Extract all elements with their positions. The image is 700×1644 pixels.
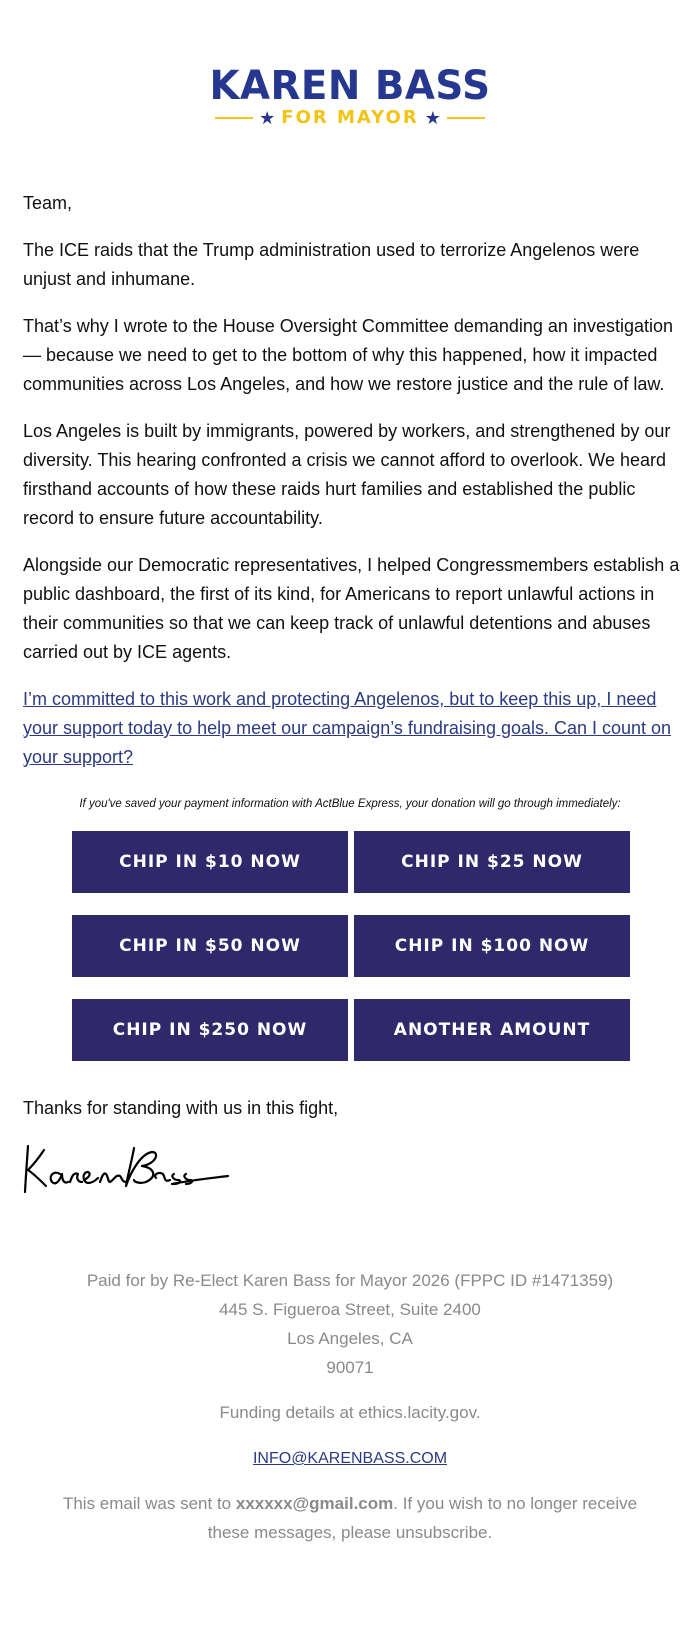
logo-subtitle-row <box>0 108 700 128</box>
greeting: Team, <box>23 193 73 213</box>
unsubscribe-notice: This email was sent to xxxxxx@gmail.com. If you wish to no longer receive these messages, please unsubscribe. <box>62 1494 638 1542</box>
star-icon: ★ <box>424 108 441 128</box>
paragraph-2: That’s why I wrote to the House Oversight Committee demanding an investigation — because we need to get to the bottom of why this happened, how it impacted communities across Los Angeles, and how we restore justice and the rule of law. <box>23 316 673 394</box>
footer-address: 445 S. Figueroa Street, Suite 2400 <box>219 1300 481 1319</box>
funding-details: Funding details at ethics.lacity.gov. <box>219 1403 481 1422</box>
recipient-email: xxxxxx@gmail.com <box>235 1494 394 1513</box>
chip-in-100-button[interactable]: CHIP IN $100 NOW <box>354 915 630 977</box>
paragraph-4: Alongside our Democratic representatives, I helped Congressmembers establish a public dashboard, the first of its kind, for Americans to report unlawful actions in their communities so that we can keep track of unlawful detentions and abuses carried out by ICE agents. <box>23 555 680 662</box>
logo-name: KAREN BASS <box>209 63 491 109</box>
signature <box>22 1140 232 1201</box>
chip-in-10-button[interactable]: CHIP IN $10 NOW <box>72 831 348 893</box>
footer <box>0 1266 700 1547</box>
paid-for-disclaimer: Paid for by Re-Elect Karen Bass for Mayor 2026 (FPPC ID #1471359) <box>86 1271 614 1290</box>
footer-zip: 90071 <box>326 1358 374 1377</box>
logo-subtitle: FOR MAYOR <box>281 107 419 128</box>
chip-in-50-button[interactable]: CHIP IN $50 NOW <box>72 915 348 977</box>
actblue-note: If you've saved your payment information with ActBlue Express, your donation will go through immediately: <box>79 798 621 810</box>
closing-thanks: Thanks for standing with us in this fight, <box>23 1098 339 1118</box>
letter-body <box>23 189 681 790</box>
campaign-logo <box>0 64 700 128</box>
footer-city: Los Angeles, CA <box>287 1329 413 1348</box>
handwritten-signature-icon <box>22 1140 232 1196</box>
another-amount-button[interactable]: ANOTHER AMOUNT <box>354 999 630 1061</box>
contact-email-link[interactable]: INFO@KARENBASS.COM <box>252 1450 448 1467</box>
logo-left-rule <box>215 117 253 119</box>
paragraph-1: The ICE raids that the Trump administration used to terrorize Angelenos were unjust and inhumane. <box>23 240 640 289</box>
chip-in-25-button[interactable]: CHIP IN $25 NOW <box>354 831 630 893</box>
paragraph-3: Los Angeles is built by immigrants, powered by workers, and strengthened by our diversity. This hearing confronted a crisis we cannot afford to overlook. We heard firsthand accounts of how these raids hurt families and established the public record to ensure future accountability. <box>23 421 671 528</box>
donate-cta-link[interactable]: I’m committed to this work and protecting Angelenos, but to keep this up, I need your support today to help meet our campaign’s fundraising goals. Can I count on your support? <box>23 689 672 767</box>
logo-right-rule <box>447 117 485 119</box>
star-icon: ★ <box>259 108 276 128</box>
chip-in-250-button[interactable]: CHIP IN $250 NOW <box>72 999 348 1061</box>
